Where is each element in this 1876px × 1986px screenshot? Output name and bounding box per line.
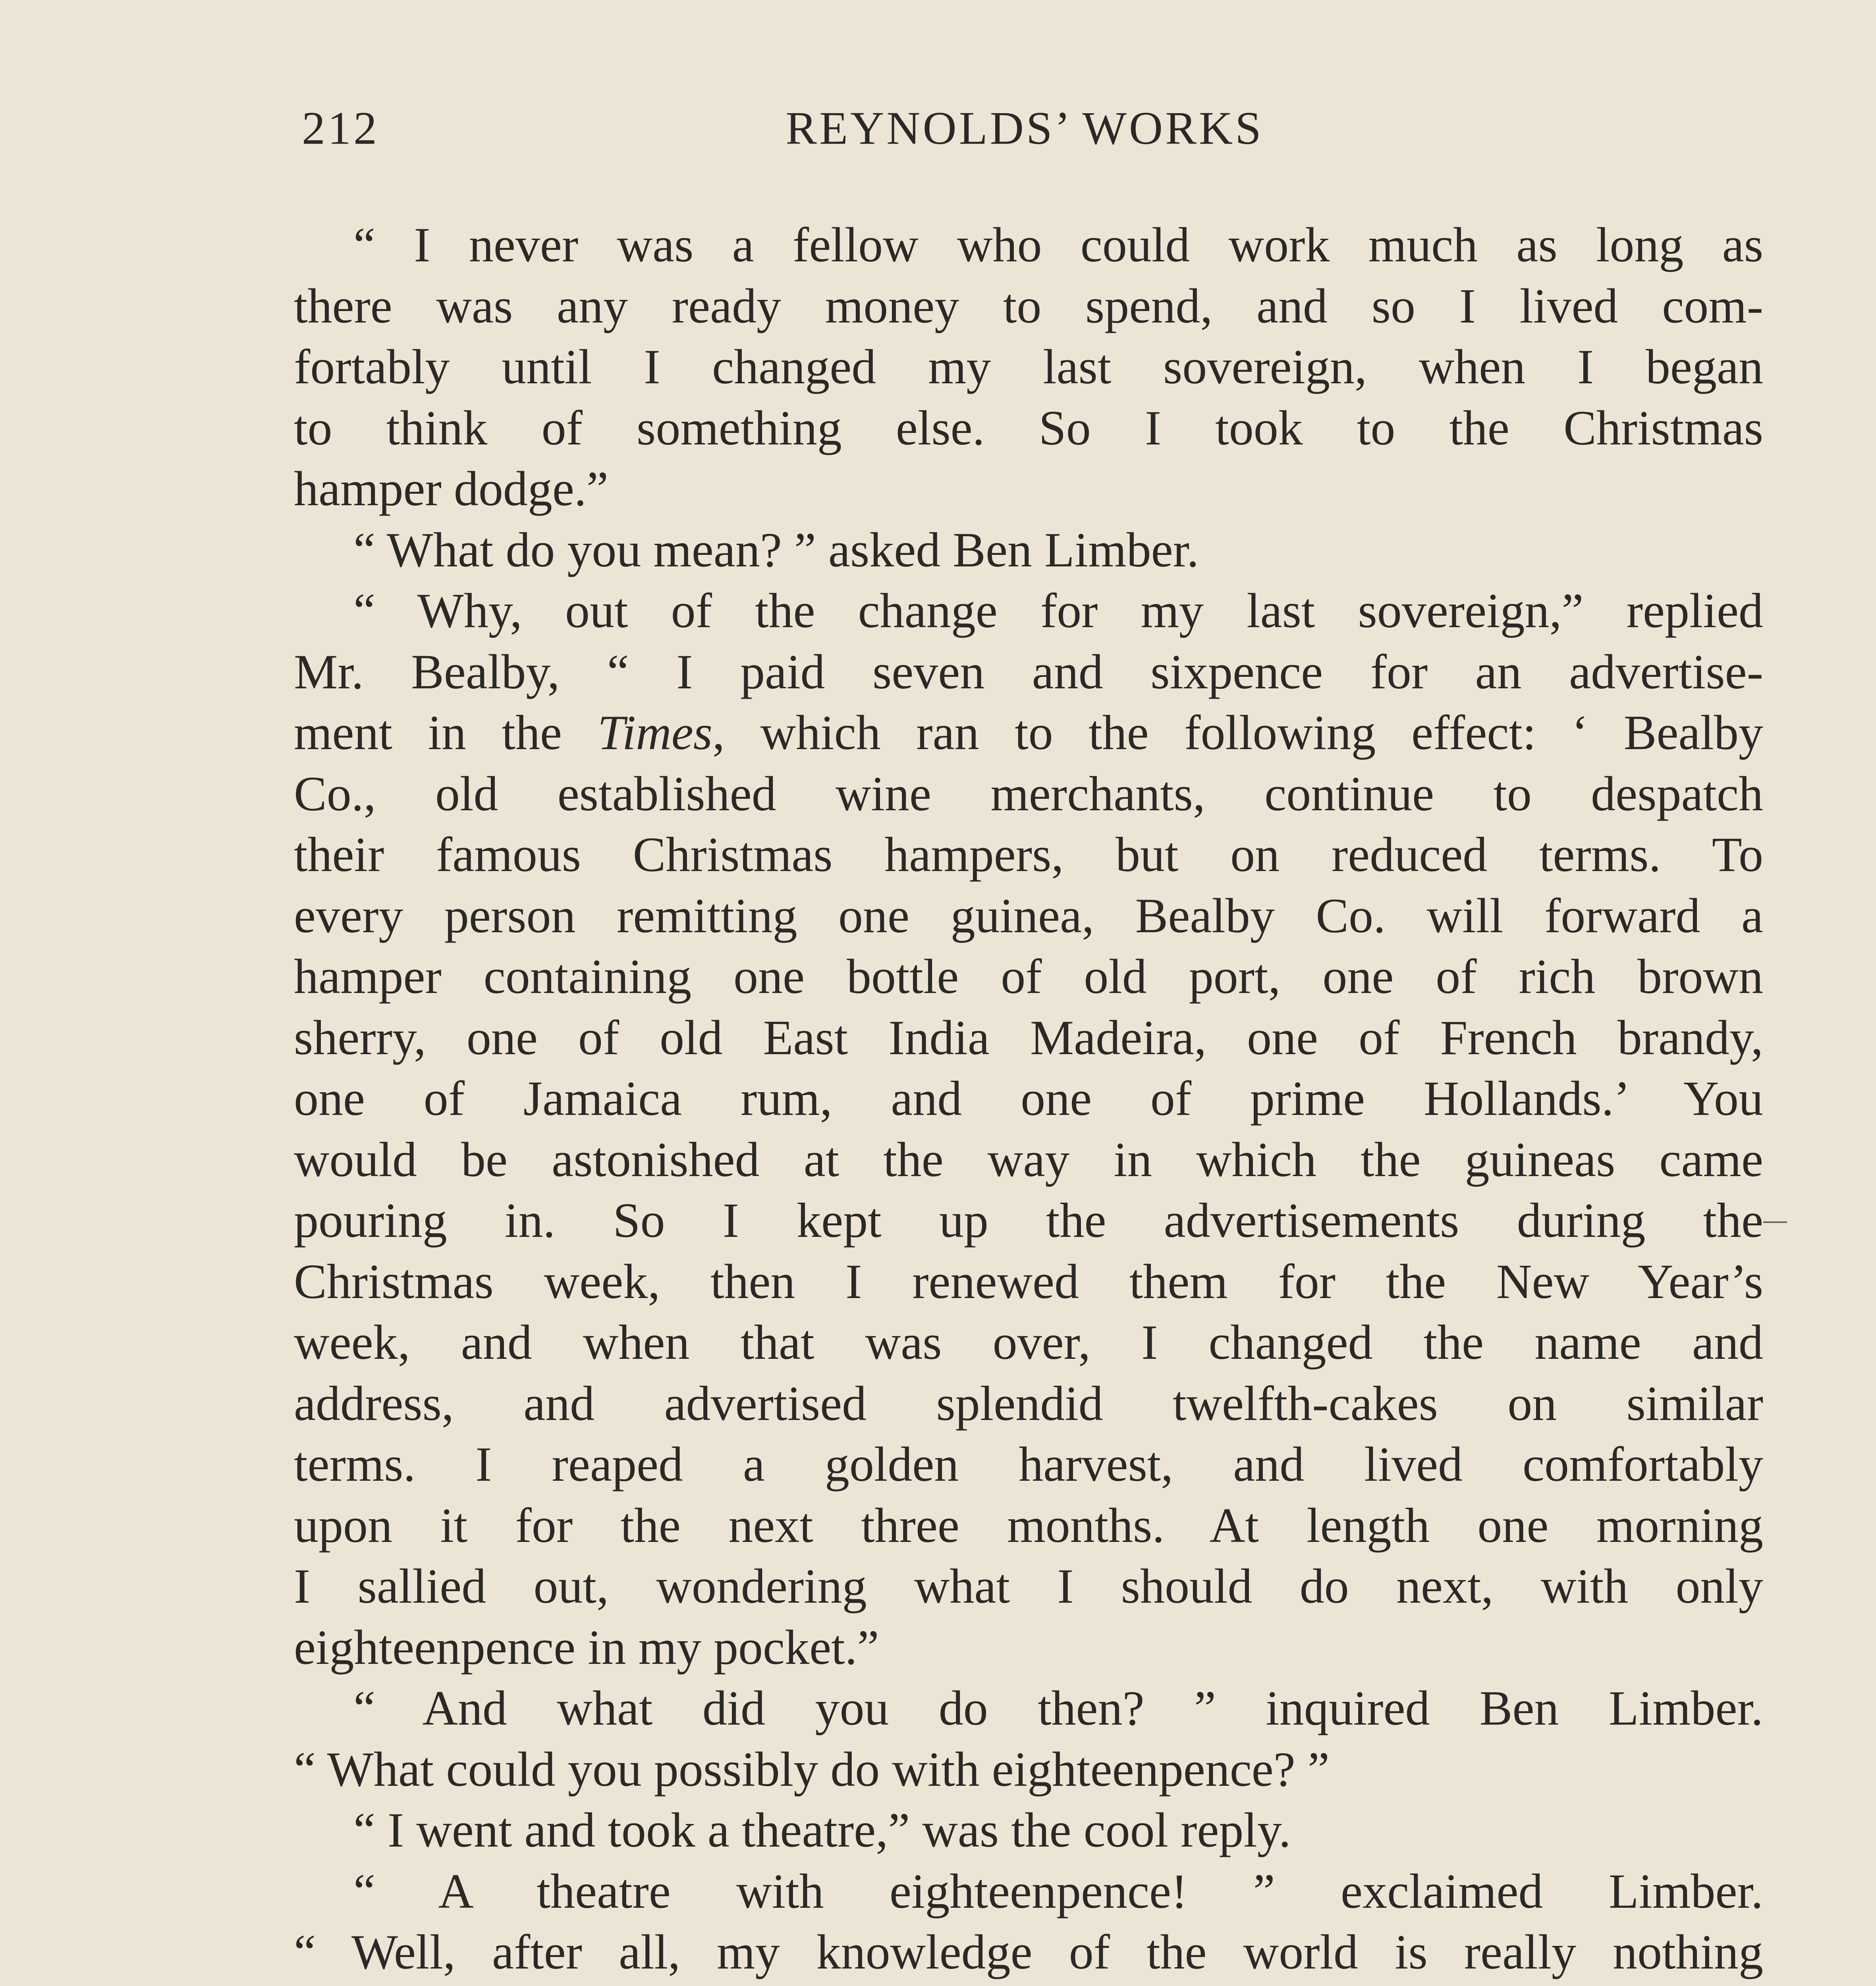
text-line: hamper dodge.” (294, 462, 608, 516)
text-line: upon it for the next three months. At length one morning (294, 1498, 1763, 1553)
text-line: address, and advertised splendid twelfth-cakes on similar (294, 1376, 1763, 1431)
text-line: their famous Christmas hampers, but on reduced terms. To (294, 827, 1763, 882)
text-line: “ A theatre with eighteenpence! ” exclaimed Limber. (353, 1864, 1763, 1918)
text-line: pouring in. So I kept up the advertisements during the (294, 1193, 1763, 1248)
text-line: “ And what did you do then? ” inquired Ben Limber. (353, 1681, 1763, 1735)
body-text (294, 214, 1763, 1986)
running-head (302, 101, 1747, 153)
running-title: REYNOLDS’ WORKS (786, 102, 1264, 154)
text-line: would be astonished at the way in which the guineas came (294, 1132, 1763, 1187)
text-line: ment in the Times, which ran to the following effect: ‘ Bealby (294, 705, 1763, 760)
text-line: to think of something else. So I took to the Christmas (294, 400, 1763, 455)
text-line: hamper containing one bottle of old port, one of rich brown (294, 949, 1763, 1004)
page-number: 212 (302, 102, 379, 154)
text-line (294, 1983, 1763, 1986)
text-line: week, and when that was over, I changed the name and (294, 1315, 1763, 1370)
text-line: “ I never was a fellow who could work much as long as (353, 218, 1763, 272)
text-line: “ Well, after all, my knowledge of the world is really nothing (294, 1925, 1763, 1979)
margin-mark (1763, 1221, 1787, 1223)
text-line: fortably until I changed my last sovereign, when I began (294, 340, 1763, 394)
text-line: “ Why, out of the change for my last sovereign,” replied (353, 583, 1763, 638)
text-line: terms. I reaped a golden harvest, and lived comfortably (294, 1437, 1763, 1491)
text-line: one of Jamaica rum, and one of prime Hollands.’ You (294, 1071, 1763, 1126)
text-line: there was any ready money to spend, and so I lived com- (294, 278, 1763, 333)
italic-word: Times (597, 705, 713, 760)
text-line: every person remitting one guinea, Bealby Co. will forward a (294, 888, 1763, 943)
text-line: “ What do you mean? ” asked Ben Limber. (353, 522, 1199, 577)
text-line: “ What could you possibly do with eighteenpence? ” (294, 1742, 1330, 1797)
text-line: eighteenpence in my pocket.” (294, 1620, 879, 1675)
text-line: I sallied out, wondering what I should do next, with only (294, 1559, 1763, 1613)
text-line: “ I went and took a theatre,” was the cool reply. (353, 1803, 1291, 1857)
text-line: sherry, one of old East India Madeira, one of French brandy, (294, 1010, 1763, 1065)
text-line: Co., old established wine merchants, continue to despatch (294, 766, 1763, 821)
text-line: Christmas week, then I renewed them for the New Year’s (294, 1254, 1763, 1309)
text-line: Mr. Bealby, “ I paid seven and sixpence for an advertise- (294, 644, 1763, 699)
